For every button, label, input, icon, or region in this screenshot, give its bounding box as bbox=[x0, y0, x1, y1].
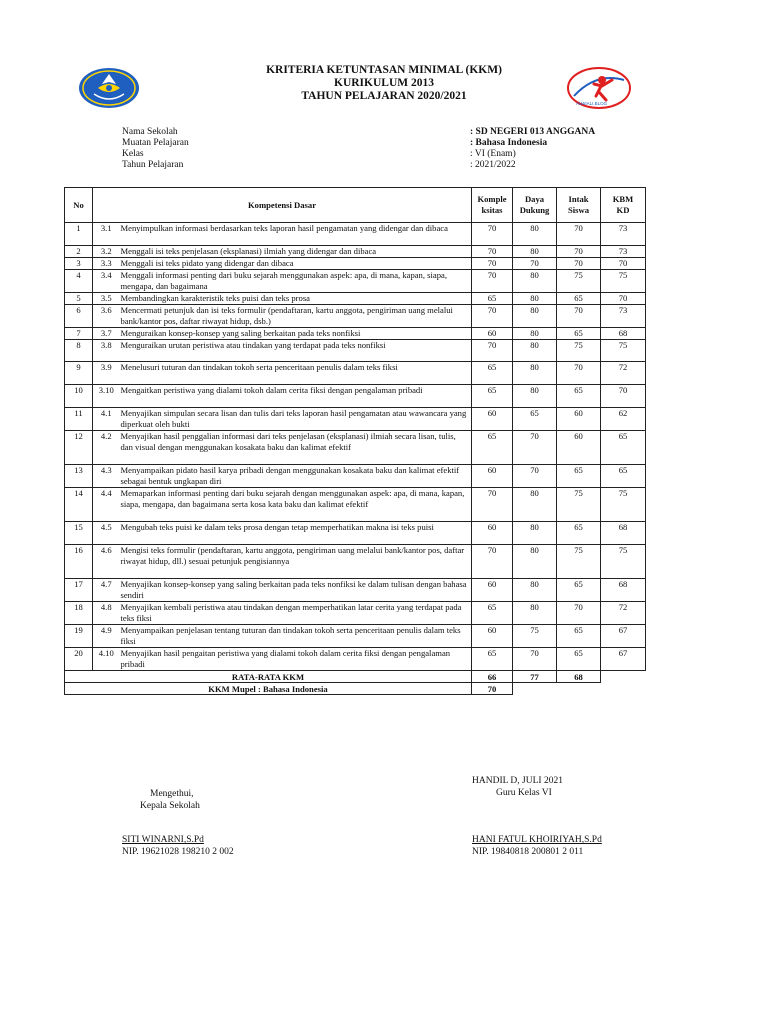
row-kd-code: 3.4 bbox=[93, 270, 120, 293]
row-daya-dukung: 70 bbox=[513, 431, 557, 465]
row-intak-siswa: 70 bbox=[557, 305, 601, 328]
row-intak-siswa: 65 bbox=[557, 328, 601, 340]
row-kbm-kd: 68 bbox=[601, 328, 646, 340]
row-daya-dukung: 80 bbox=[513, 223, 557, 246]
row-kd-description: Menyajikan simpulan secara lisan dan tulis dari teks laporan hasil pengamatan atau wawancara yang diperkuat oleh bukti bbox=[120, 408, 472, 431]
info-value: : 2021/2022 bbox=[470, 160, 516, 170]
row-kompleksitas: 70 bbox=[472, 545, 513, 579]
row-number: 12 bbox=[65, 431, 93, 465]
row-kd-description: Menelusuri tuturan dan tindakan tokoh serta penceritaan penulis dalam teks fiksi bbox=[120, 362, 472, 385]
row-kd-description: Memaparkan informasi penting dari buku sejarah dengan menggunakan aspek: apa, di mana, kapan, siapa, mengapa, dan bagaimana serta kosa kata baku dan kalimat efektif bbox=[120, 488, 472, 522]
row-kbm-kd: 73 bbox=[601, 305, 646, 328]
row-number: 9 bbox=[65, 362, 93, 385]
average-intak: 68 bbox=[557, 671, 601, 683]
table-row bbox=[65, 465, 646, 488]
row-number: 11 bbox=[65, 408, 93, 431]
right-signature-role: Guru Kelas VI bbox=[496, 788, 552, 798]
info-label: Tahun Pelajaran bbox=[122, 160, 184, 170]
row-intak-siswa: 65 bbox=[557, 625, 601, 648]
col-header-kbm-kd: KBM KD bbox=[601, 188, 646, 223]
row-kd-code: 3.9 bbox=[93, 362, 120, 385]
row-kompleksitas: 60 bbox=[472, 522, 513, 545]
row-number: 6 bbox=[65, 305, 93, 328]
row-number: 5 bbox=[65, 293, 93, 305]
row-kompleksitas: 65 bbox=[472, 602, 513, 625]
table-row bbox=[65, 385, 646, 408]
col-header-no: No bbox=[65, 188, 93, 223]
row-kd-code: 4.1 bbox=[93, 408, 120, 431]
row-kompleksitas: 70 bbox=[472, 258, 513, 270]
row-number: 2 bbox=[65, 246, 93, 258]
row-daya-dukung: 70 bbox=[513, 648, 557, 671]
info-label: Nama Sekolah bbox=[122, 127, 178, 137]
row-kbm-kd: 72 bbox=[601, 362, 646, 385]
row-daya-dukung: 80 bbox=[513, 522, 557, 545]
table-row bbox=[65, 293, 646, 305]
row-kompleksitas: 60 bbox=[472, 465, 513, 488]
table-row bbox=[65, 648, 646, 671]
row-kompleksitas: 65 bbox=[472, 362, 513, 385]
row-intak-siswa: 65 bbox=[557, 522, 601, 545]
table-row bbox=[65, 223, 646, 246]
row-kompleksitas: 60 bbox=[472, 579, 513, 602]
row-intak-siswa: 70 bbox=[557, 223, 601, 246]
col-header-kompleksitas: Komple ksitas bbox=[472, 188, 513, 223]
row-kd-code: 3.3 bbox=[93, 258, 120, 270]
col-header-kd: Kompetensi Dasar bbox=[93, 188, 472, 223]
row-intak-siswa: 70 bbox=[557, 246, 601, 258]
row-kbm-kd: 62 bbox=[601, 408, 646, 431]
row-kbm-kd: 70 bbox=[601, 293, 646, 305]
row-kompleksitas: 65 bbox=[472, 648, 513, 671]
row-kbm-kd: 65 bbox=[601, 465, 646, 488]
row-kompleksitas: 70 bbox=[472, 223, 513, 246]
row-kd-code: 3.6 bbox=[93, 305, 120, 328]
row-kompleksitas: 70 bbox=[472, 270, 513, 293]
right-signature-nip: NIP. 19840818 200801 2 011 bbox=[472, 847, 584, 857]
row-kbm-kd: 65 bbox=[601, 431, 646, 465]
left-signature-role: Kepala Sekolah bbox=[140, 801, 200, 811]
row-kbm-kd: 67 bbox=[601, 625, 646, 648]
row-number: 1 bbox=[65, 223, 93, 246]
row-kd-description: Membandingkan karakteristik teks puisi dan teks prosa bbox=[120, 293, 472, 305]
row-kd-description: Menyajikan konsep-konsep yang saling berkaitan pada teks nonfiksi ke dalam tulisan dengan bahasa sendiri bbox=[120, 579, 472, 602]
row-kompleksitas: 65 bbox=[472, 431, 513, 465]
header-curriculum: KURIKULUM 2013 bbox=[334, 77, 434, 89]
row-intak-siswa: 65 bbox=[557, 385, 601, 408]
row-kd-description: Menyampaikan pidato hasil karya pribadi dengan menggunakan kosakata baku dan kalimat efektif sebagai bentuk ungkapan diri bbox=[120, 465, 472, 488]
row-kbm-kd: 70 bbox=[601, 385, 646, 408]
row-kd-description: Menyampaikan penjelasan tentang tuturan dan tindakan tokoh serta penceritaan penulis dalam teks fiksi bbox=[120, 625, 472, 648]
info-value: : SD NEGERI 013 ANGGANA bbox=[470, 127, 596, 137]
left-signature-name: SITI WINARNI,S.Pd bbox=[122, 835, 204, 845]
right-signature-name: HANI FATUL KHOIRIYAH,S.Pd bbox=[472, 835, 602, 845]
table-row bbox=[65, 602, 646, 625]
left-signature-line1: Mengethui, bbox=[150, 789, 194, 799]
row-number: 17 bbox=[65, 579, 93, 602]
average-row bbox=[65, 671, 646, 683]
row-kd-code: 3.5 bbox=[93, 293, 120, 305]
row-intak-siswa: 65 bbox=[557, 465, 601, 488]
row-intak-siswa: 70 bbox=[557, 602, 601, 625]
table-row bbox=[65, 431, 646, 465]
mupel-value: 70 bbox=[472, 683, 513, 695]
row-intak-siswa: 65 bbox=[557, 648, 601, 671]
row-kd-code: 4.9 bbox=[93, 625, 120, 648]
row-kd-code: 3.2 bbox=[93, 246, 120, 258]
row-daya-dukung: 80 bbox=[513, 385, 557, 408]
table-row bbox=[65, 545, 646, 579]
row-kd-description: Mengisi teks formulir (pendaftaran, kartu anggota, pengiriman uang melalui bank/kantor pos, daftar riwayat hidup, dll.) sesuai petunjuk pengisiannya bbox=[120, 545, 472, 579]
row-kompleksitas: 65 bbox=[472, 293, 513, 305]
row-number: 3 bbox=[65, 258, 93, 270]
row-kompleksitas: 70 bbox=[472, 246, 513, 258]
info-label: Muatan Pelajaran bbox=[122, 138, 189, 148]
row-kompleksitas: 60 bbox=[472, 625, 513, 648]
row-intak-siswa: 75 bbox=[557, 340, 601, 362]
row-kompleksitas: 70 bbox=[472, 305, 513, 328]
table-row bbox=[65, 625, 646, 648]
row-daya-dukung: 70 bbox=[513, 258, 557, 270]
info-value: : Bahasa Indonesia bbox=[470, 138, 548, 148]
table-row bbox=[65, 408, 646, 431]
row-kbm-kd: 75 bbox=[601, 340, 646, 362]
col-header-daya-dukung: Daya Dukung bbox=[513, 188, 557, 223]
row-kd-code: 4.10 bbox=[93, 648, 120, 671]
row-daya-dukung: 80 bbox=[513, 328, 557, 340]
info-row-class bbox=[122, 149, 642, 160]
mupel-label: KKM Mupel : Bahasa Indonesia bbox=[65, 683, 472, 695]
row-kbm-kd: 68 bbox=[601, 579, 646, 602]
row-daya-dukung: 80 bbox=[513, 270, 557, 293]
row-kbm-kd: 67 bbox=[601, 648, 646, 671]
info-label: Kelas bbox=[122, 149, 144, 159]
row-daya-dukung: 70 bbox=[513, 465, 557, 488]
info-row-year bbox=[122, 160, 642, 171]
row-number: 13 bbox=[65, 465, 93, 488]
row-kd-description: Menggali isi teks pidato yang didengar dan dibaca bbox=[120, 258, 472, 270]
row-daya-dukung: 80 bbox=[513, 545, 557, 579]
row-kd-description: Mengaitkan peristiwa yang dialami tokoh dalam cerita fiksi dengan pengalaman pribadi bbox=[120, 385, 472, 408]
row-kompleksitas: 60 bbox=[472, 328, 513, 340]
row-kd-description: Mengubah teks puisi ke dalam teks prosa dengan tetap memperhatikan makna isi teks puisi bbox=[120, 522, 472, 545]
row-daya-dukung: 80 bbox=[513, 305, 557, 328]
row-intak-siswa: 65 bbox=[557, 293, 601, 305]
row-intak-siswa: 75 bbox=[557, 545, 601, 579]
row-kbm-kd: 72 bbox=[601, 602, 646, 625]
row-daya-dukung: 75 bbox=[513, 625, 557, 648]
info-row-subject bbox=[122, 138, 642, 149]
info-value: : VI (Enam) bbox=[470, 149, 516, 159]
row-kd-code: 3.10 bbox=[93, 385, 120, 408]
table-row bbox=[65, 258, 646, 270]
row-kbm-kd: 73 bbox=[601, 246, 646, 258]
mupel-row bbox=[65, 683, 646, 695]
header-title: KRITERIA KETUNTASAN MINIMAL (KKM) bbox=[266, 64, 502, 76]
average-label: RATA-RATA KKM bbox=[65, 671, 472, 683]
table-header-row bbox=[65, 188, 646, 223]
row-kompleksitas: 65 bbox=[472, 385, 513, 408]
table-row bbox=[65, 362, 646, 385]
row-kompleksitas: 70 bbox=[472, 488, 513, 522]
row-daya-dukung: 80 bbox=[513, 488, 557, 522]
row-kompleksitas: 70 bbox=[472, 340, 513, 362]
row-number: 7 bbox=[65, 328, 93, 340]
row-number: 19 bbox=[65, 625, 93, 648]
col-header-intak-siswa: Intak Siswa bbox=[557, 188, 601, 223]
row-kd-description: Menguraikan urutan peristiwa atau tindakan yang terdapat pada teks nonfiksi bbox=[120, 340, 472, 362]
row-number: 16 bbox=[65, 545, 93, 579]
row-kd-code: 4.4 bbox=[93, 488, 120, 522]
row-kbm-kd: 75 bbox=[601, 545, 646, 579]
row-number: 10 bbox=[65, 385, 93, 408]
row-kbm-kd: 75 bbox=[601, 488, 646, 522]
row-intak-siswa: 75 bbox=[557, 270, 601, 293]
row-kd-description: Menyimpulkan informasi berdasarkan teks laporan hasil pengamatan yang didengar dan dibaca bbox=[120, 223, 472, 246]
row-kd-code: 4.2 bbox=[93, 431, 120, 465]
row-intak-siswa: 65 bbox=[557, 579, 601, 602]
average-kompleksitas: 66 bbox=[472, 671, 513, 683]
row-daya-dukung: 80 bbox=[513, 362, 557, 385]
row-kd-code: 3.7 bbox=[93, 328, 120, 340]
row-daya-dukung: 65 bbox=[513, 408, 557, 431]
svg-text:ALWIALI.BLOG: ALWIALI.BLOG bbox=[576, 101, 608, 106]
row-kd-description: Menggali isi teks penjelasan (eksplanasi) ilmiah yang didengar dan dibaca bbox=[120, 246, 472, 258]
row-number: 14 bbox=[65, 488, 93, 522]
kkm-table bbox=[64, 187, 646, 695]
row-kbm-kd: 70 bbox=[601, 258, 646, 270]
row-kompleksitas: 60 bbox=[472, 408, 513, 431]
document-header bbox=[0, 64, 768, 103]
row-kd-description: Menyajikan kembali peristiwa atau tindakan dengan memperhatikan latar cerita yang terdapat pada teks fiksi bbox=[120, 602, 472, 625]
row-kd-code: 4.7 bbox=[93, 579, 120, 602]
row-kd-code: 4.8 bbox=[93, 602, 120, 625]
table-row bbox=[65, 328, 646, 340]
row-kd-description: Menyajikan hasil pengaitan peristiwa yang dialami tokoh dalam cerita fiksi dengan pengalaman pribadi bbox=[120, 648, 472, 671]
table-row bbox=[65, 246, 646, 258]
row-kd-code: 3.8 bbox=[93, 340, 120, 362]
row-kbm-kd: 75 bbox=[601, 270, 646, 293]
left-signature-nip: NIP. 19621028 198210 2 002 bbox=[122, 847, 234, 857]
row-daya-dukung: 80 bbox=[513, 246, 557, 258]
table-row bbox=[65, 305, 646, 328]
row-kd-code: 4.6 bbox=[93, 545, 120, 579]
row-kd-code: 4.3 bbox=[93, 465, 120, 488]
row-intak-siswa: 60 bbox=[557, 431, 601, 465]
row-number: 8 bbox=[65, 340, 93, 362]
row-daya-dukung: 80 bbox=[513, 602, 557, 625]
info-row-school bbox=[122, 127, 642, 138]
school-info bbox=[122, 127, 642, 171]
row-intak-siswa: 75 bbox=[557, 488, 601, 522]
row-intak-siswa: 70 bbox=[557, 258, 601, 270]
row-daya-dukung: 80 bbox=[513, 293, 557, 305]
row-intak-siswa: 70 bbox=[557, 362, 601, 385]
row-kbm-kd: 73 bbox=[601, 223, 646, 246]
row-intak-siswa: 60 bbox=[557, 408, 601, 431]
row-kd-code: 4.5 bbox=[93, 522, 120, 545]
row-number: 20 bbox=[65, 648, 93, 671]
average-daya-dukung: 77 bbox=[513, 671, 557, 683]
table-row bbox=[65, 488, 646, 522]
right-signature-place-date: HANDIL D, JULI 2021 bbox=[472, 776, 563, 786]
row-daya-dukung: 80 bbox=[513, 579, 557, 602]
row-kbm-kd: 68 bbox=[601, 522, 646, 545]
row-number: 15 bbox=[65, 522, 93, 545]
row-number: 18 bbox=[65, 602, 93, 625]
row-kd-description: Menyajikan hasil penggalian informasi dari teks penjelasan (eksplanasi) ilmiah secara lisan, tulis, dan visual dengan menggunakan kosakata baku dan kalimat efektif bbox=[120, 431, 472, 465]
row-kd-description: Mencermati petunjuk dan isi teks formulir (pendaftaran, kartu anggota, pengiriman uang melalui bank/kantor pos, daftar riwayat hidup, dsb.) bbox=[120, 305, 472, 328]
table-row bbox=[65, 522, 646, 545]
row-kd-description: Menggali informasi penting dari buku sejarah menggunakan aspek: apa, di mana, kapan, siapa, mengapa, dan bagaimana bbox=[120, 270, 472, 293]
table-row bbox=[65, 579, 646, 602]
row-kd-description: Menguraikan konsep-konsep yang saling berkaitan pada teks nonfiksi bbox=[120, 328, 472, 340]
table-row bbox=[65, 270, 646, 293]
row-kd-code: 3.1 bbox=[93, 223, 120, 246]
row-daya-dukung: 80 bbox=[513, 340, 557, 362]
header-year: TAHUN PELAJARAN 2020/2021 bbox=[301, 90, 467, 102]
table-row bbox=[65, 340, 646, 362]
row-number: 4 bbox=[65, 270, 93, 293]
